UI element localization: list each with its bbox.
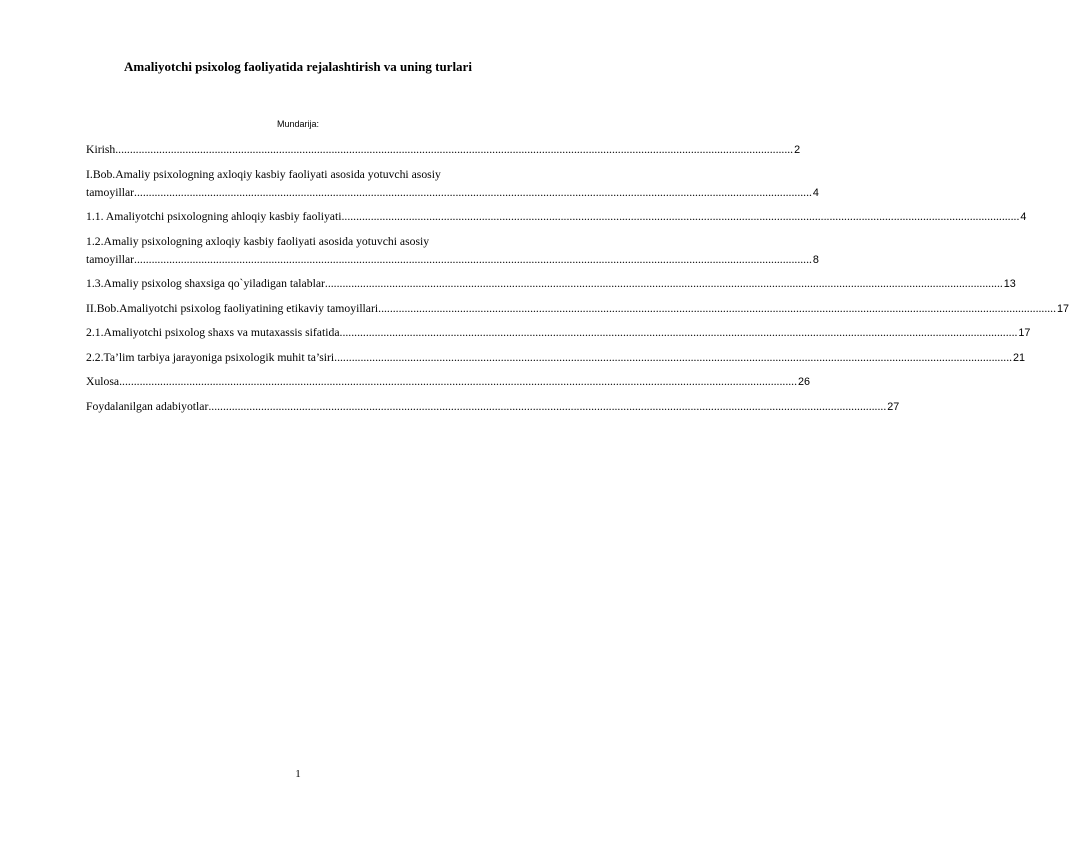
toc-entry-text: 1.3.Amaliy psixolog shaxsiga qo`yiladigan talablar [86,277,325,290]
toc-leader-dots [334,349,1012,367]
toc-entry-text: 2.1.Amaliyotchi psixolog shaxs va mutaxassis sifatida [86,326,340,339]
toc-entry-chapter-1[interactable] [86,166,819,202]
toc-page-number: 4 [1020,211,1027,223]
toc-entry-text: Kirish [86,143,116,156]
toc-leader-dots [325,275,1003,293]
toc-page-number: 13 [1003,278,1016,290]
toc-entry-chapter-2[interactable] [86,300,1069,318]
toc-leader-dots [340,324,1018,342]
toc-entry-text: 1.1. Amaliyotchi psixologning ahloqiy kasbiy faoliyati [86,210,342,223]
toc-entry-text: Foydalanilgan adabiyotlar [86,399,209,413]
toc-leader-dots [341,208,1019,226]
document-title: Amaliyotchi psixolog faoliyatida rejalashtirish va uning turlari [124,59,472,74]
table-of-contents [86,141,1069,422]
toc-leader-dots [134,251,812,269]
toc-page-number: 8 [812,253,819,266]
toc-page-number: 21 [1013,351,1026,364]
toc-page-number: 2 [794,144,801,156]
toc-entry-2-2[interactable] [86,349,1026,367]
toc-entry-text: tamoyillar [86,252,135,266]
contents-heading: Mundarija: [276,119,320,129]
toc-entry-kirish[interactable] [86,141,801,159]
toc-entry-text: II.Bob.Amaliyotchi psixolog faoliyatining etikaviy tamoyillari [86,301,379,315]
toc-entry-2-1[interactable] [86,324,1031,342]
toc-leader-dots [119,373,797,391]
toc-entry-1-1[interactable] [86,208,1027,226]
toc-page-number: 4 [812,186,819,199]
toc-leader-dots [378,300,1056,318]
toc-page-number: 26 [798,376,811,388]
toc-page-number: 17 [1018,327,1031,339]
toc-entry-1-3[interactable] [86,275,1016,293]
toc-entry-xulosa[interactable] [86,373,811,391]
toc-leader-dots [134,184,812,202]
toc-entry-adabiyotlar[interactable] [86,398,900,416]
toc-entry-1-2[interactable] [86,233,819,269]
toc-entry-text: 2.2.Ta’lim tarbiya jarayoniga psixologik muhit ta’siri [86,350,335,364]
toc-entry-text-line1: I.Bob.Amaliy psixologning axloqiy kasbiy faoliyati asosida yotuvchi asosiy [86,167,441,181]
toc-entry-text: tamoyillar [86,185,135,199]
toc-page-number: 17 [1057,302,1069,315]
page-number: 1 [295,768,301,780]
toc-leader-dots [208,398,886,416]
toc-leader-dots [115,141,793,159]
toc-entry-text: Xulosa [86,375,120,388]
toc-page-number: 27 [887,400,900,413]
toc-entry-text-line1: 1.2.Amaliy psixologning axloqiy kasbiy faoliyati asosida yotuvchi asosiy [86,234,430,248]
